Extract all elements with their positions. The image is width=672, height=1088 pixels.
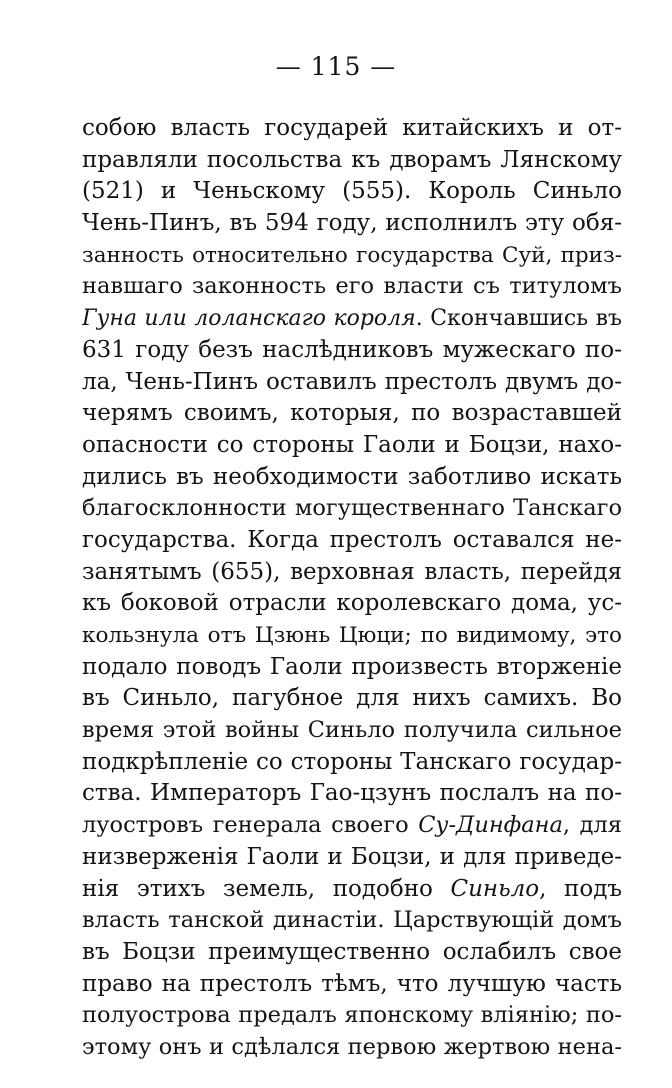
text-line [82,240,622,272]
text-line [82,367,622,399]
italic-text-run: Су-Динфана [418,812,563,839]
text-run: занятымъ (655), верховная власть, перейдя [82,558,622,585]
text-run: 631 году безъ наслѣдниковъ мужескаго по- [82,336,622,363]
text-run: луостровъ генерала своего [82,812,419,839]
text-run: черямъ своимъ, которыя, по возраставшей [82,400,622,427]
text-run: власть танской династіи. Царствующій домъ [82,907,622,934]
text-line [82,747,622,779]
text-line [82,715,622,747]
text-run: ства. Императоръ Гао-цзунъ послалъ на по- [82,780,622,807]
text-run: подкрѣпленіе со стороны Танскаго государ- [82,748,622,775]
text-run: время этой войны Синьло получила сильное [82,717,622,744]
text-line [82,905,622,937]
text-line [82,145,622,177]
text-line [82,652,622,684]
text-run: въ Боцзи преимущественно ослабилъ свое [82,938,622,965]
text-run: , подъ [539,875,622,902]
text-line [82,969,622,1001]
text-line [82,271,622,303]
text-run: ла, Чень-Пинъ оставилъ престолъ двумъ до- [82,368,622,395]
text-line [82,842,622,874]
italic-text-run: Гуна или лоланскаго короля [82,306,416,332]
text-run: низверженія Гаоли и Боцзи, и для приведе- [82,843,622,870]
text-run: кользнула отъ Цзюнь Цюци; по видимому, это [82,623,622,648]
text-line [82,810,622,842]
text-run: этому онъ и сдѣлался первою жертвою нена- [82,1033,622,1060]
text-line [82,430,622,462]
text-line [82,493,622,525]
text-line [82,208,622,240]
text-line [82,1032,622,1064]
text-line [82,937,622,969]
text-line [82,874,622,906]
text-run: . Скончавшись въ [415,306,622,332]
text-run: благосклонности могущественнаго Танскаго [82,495,622,522]
text-line [82,778,622,810]
text-line [82,398,622,430]
text-line [82,1000,622,1032]
text-run: занность относительно государства Суй, приз- [82,242,622,268]
text-run: опасности со стороны Гаоли и Боцзи, нахо- [82,431,622,458]
text-run: правляли посольства къ дворамъ Лянскому [82,146,622,173]
text-run: (521) и Ченьскому (555). Король Синьло [82,178,622,205]
text-run: подало поводъ Гаоли произвесть вторженіе [82,653,622,680]
italic-text-run: Синьло [450,875,540,902]
text-line [82,335,622,367]
text-line [82,588,622,620]
text-run: нія этихъ земель, подобно [82,875,451,902]
text-line [82,557,622,589]
page-number: — 115 — [275,52,397,81]
text-run: навшаго законность его власти съ титуломъ [82,273,622,300]
text-run: государства. Когда престолъ оставался не- [82,526,622,553]
text-line [82,683,622,715]
text-run: собою власть государей китайскихъ и от- [82,115,622,141]
text-line [82,303,622,335]
text-run: въ Синьло, пагубное для нихъ самихъ. Во [82,685,622,712]
text-line [82,176,622,208]
text-line [82,620,622,652]
body-text [82,113,622,1064]
text-line [82,113,622,145]
text-run: къ боковой отрасли королевскаго дома, ус- [82,590,622,617]
text-line [82,525,622,557]
text-run: Чень-Пинъ, въ 594 году, исполнилъ эту обя- [82,210,622,237]
text-line [82,462,622,494]
text-run: , для [562,812,622,839]
text-run: право на престолъ тѣмъ, что лучшую часть [82,970,622,997]
text-run: дились въ необходимости заботливо искать [82,463,622,490]
text-run: полуострова предалъ японскому вліянію; по- [82,1002,622,1029]
